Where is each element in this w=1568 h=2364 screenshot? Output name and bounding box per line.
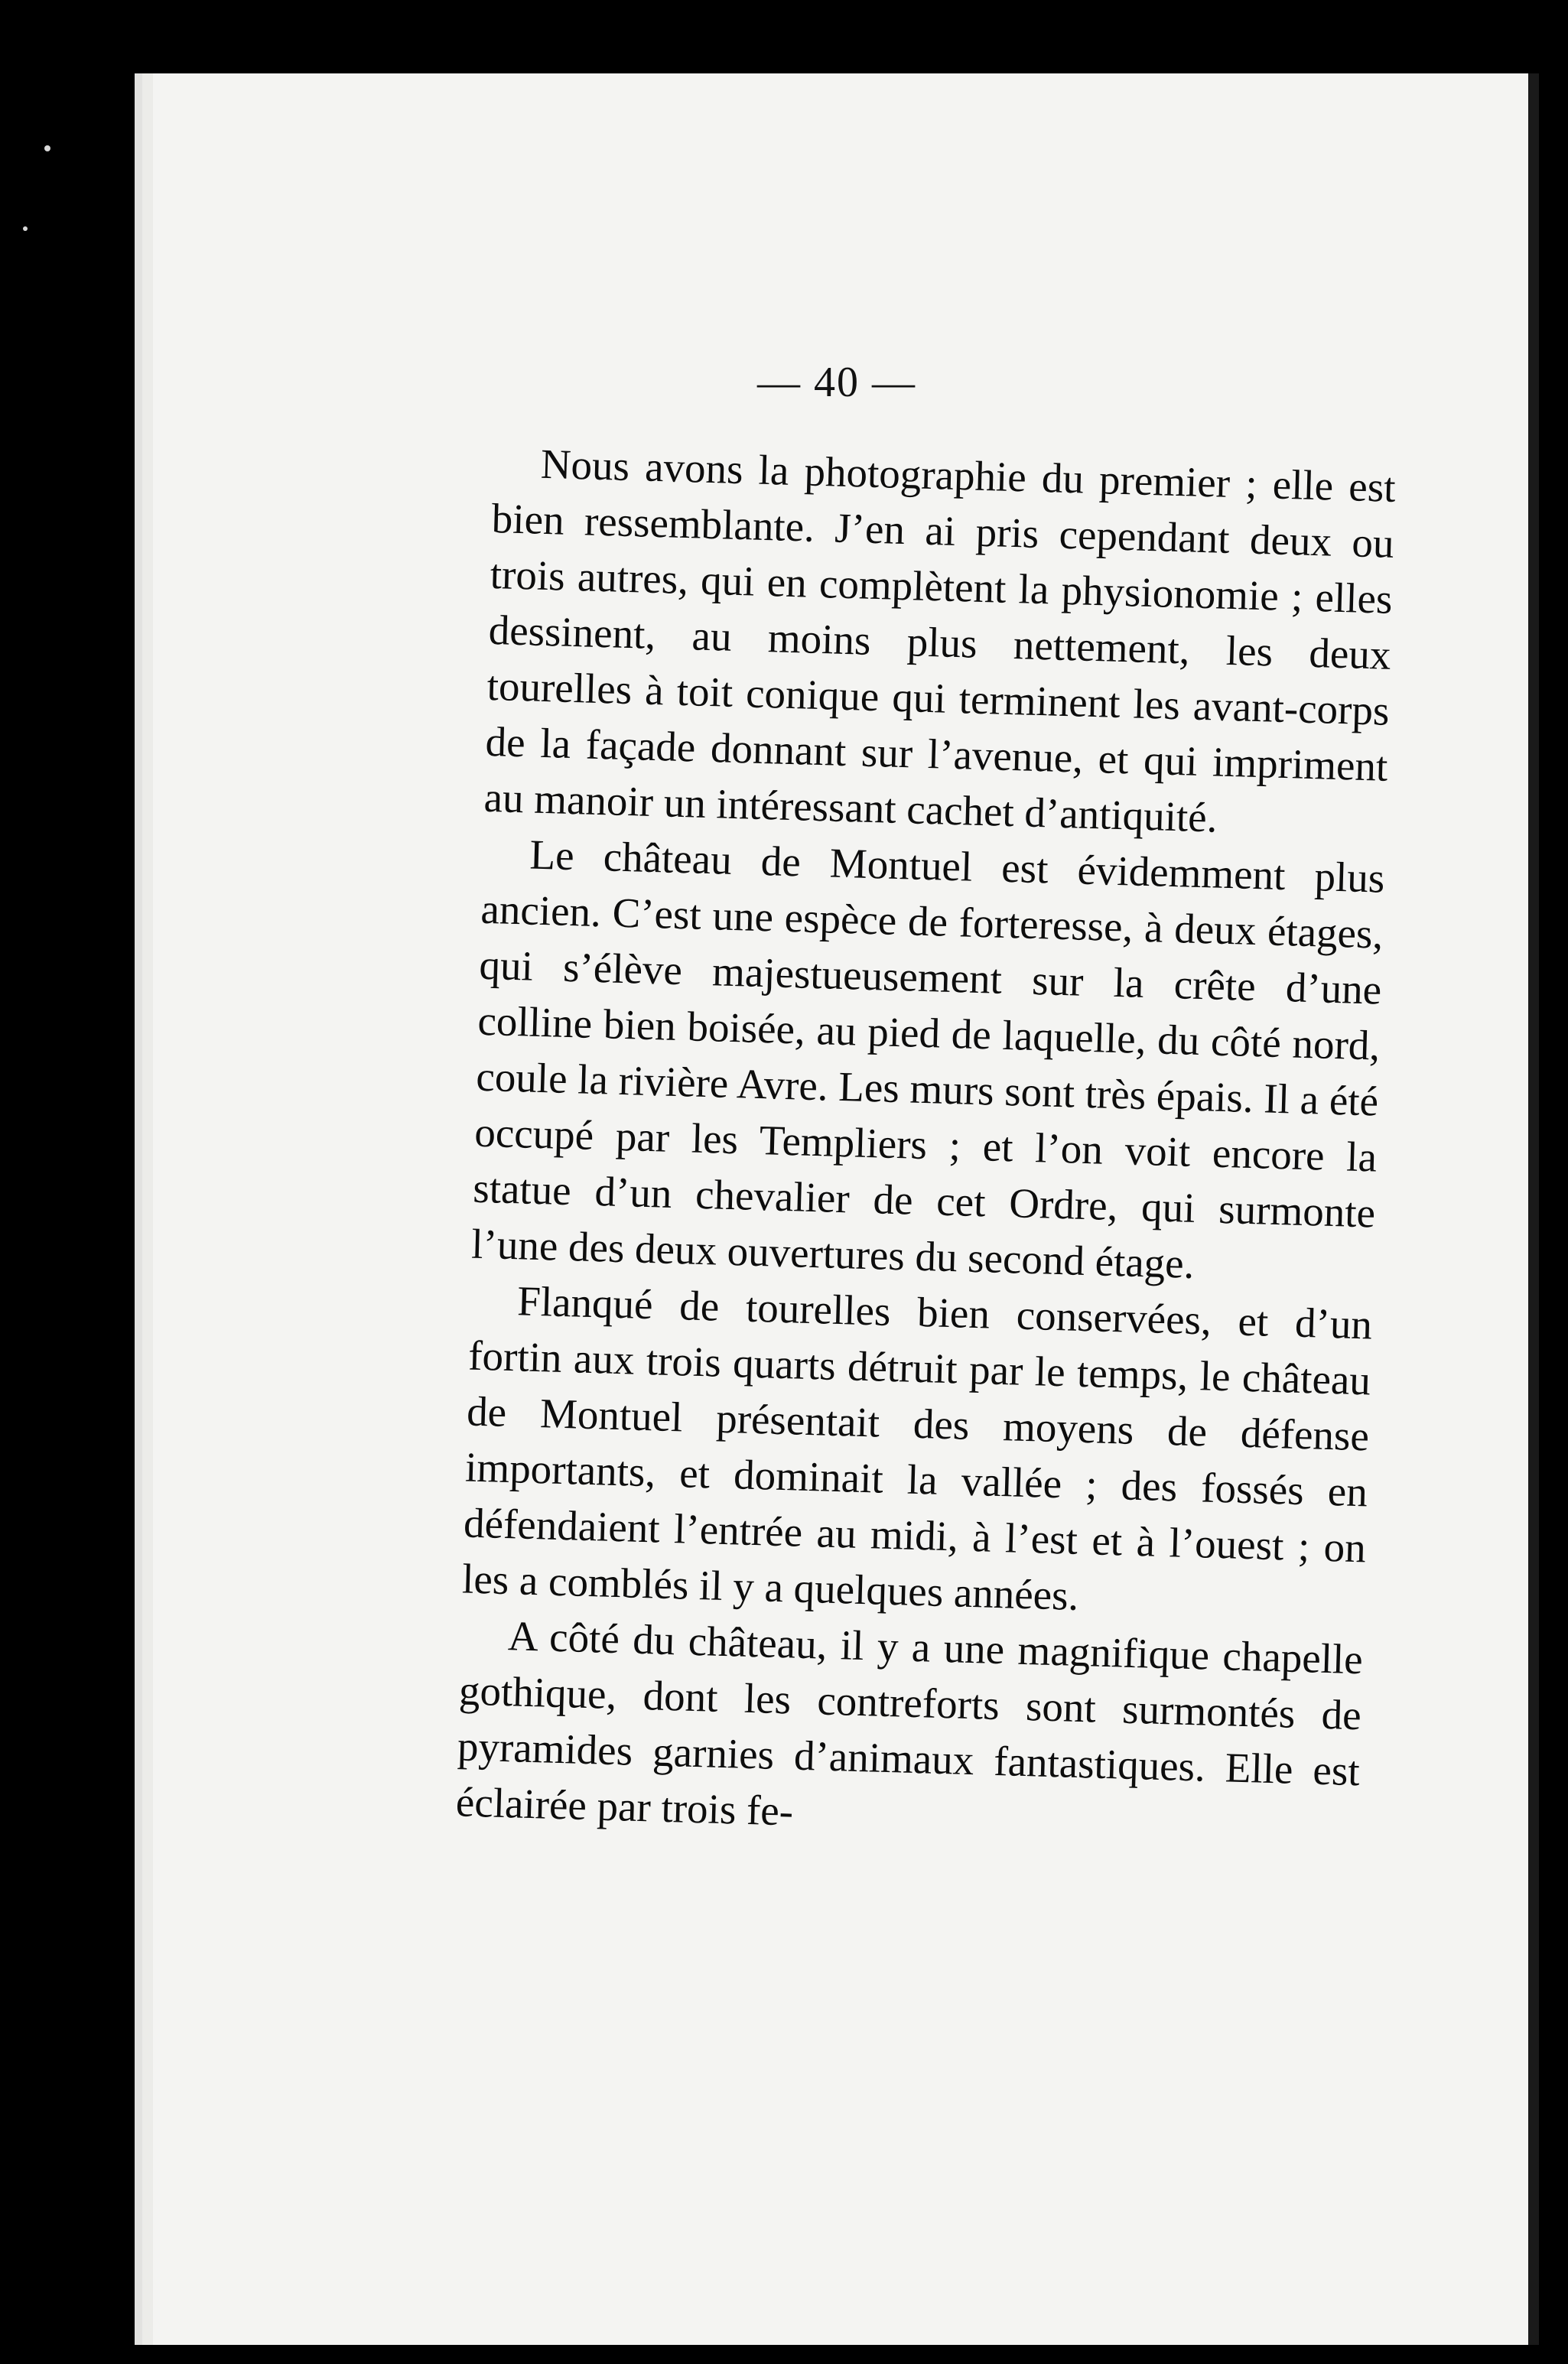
scan-speck — [23, 226, 28, 231]
scan-speck — [44, 145, 50, 151]
book-page — [135, 73, 1539, 2345]
body-text — [455, 434, 1396, 1855]
paragraph-1: Nous avons la photographie du premier ; elle est bien ressemblante. J’en ai pris cependant deux ou trois autres, qui en complètent la physionomie ; elles dessinent, au moins plus nettement, les deux tourelles à toit conique qui terminent les avant-corps de la façade donnant sur l’avenue, et qui impriment au manoir un intéressant cachet d’antiquité. — [483, 440, 1397, 841]
paragraph-3: Flanqué de tourelles bien conservées, et d’un fortin aux trois quarts détruit par le temps, le château de Montuel présentait des moyens de défense importants, et dominait la vallée ; des fossés en défendaient l’entrée au midi, à l’est et à l’ouest ; on les a comblés il y a quelques années. — [461, 1277, 1373, 1619]
page-edge — [1528, 73, 1539, 2345]
paragraph-4: A côté du château, il y a une magnifique chapelle gothique, dont les contreforts sont surmontés de pyramides garnies d’animaux fantastiques. Elle est éclairée par trois fe- — [455, 1612, 1364, 1835]
page-number: — 40 — — [757, 359, 916, 406]
paragraph-2: Le château de Montuel est évidemment plus ancien. C’est une espèce de forteresse, à deux étages, qui s’élève majestueusement sur la crête d’une colline bien boisée, au pied de laquelle, du côté nord, coule la rivière Avre. Les murs sont très épais. Il a été occupé par les Templiers ; et l’on voit encore la statue d’un chevalier de cet Ordre, qui surmonte l’une des deux ouvertures du second étage. — [470, 831, 1386, 1287]
